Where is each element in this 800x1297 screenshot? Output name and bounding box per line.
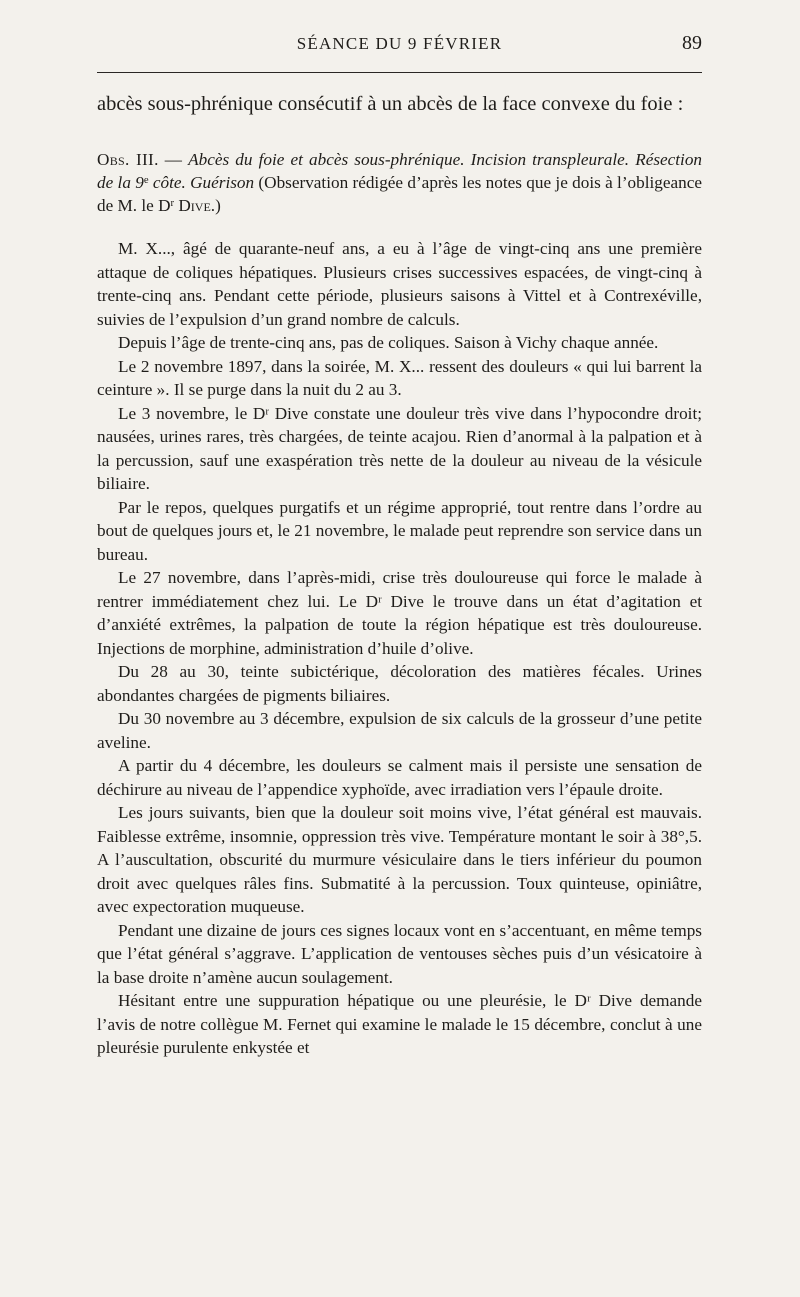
paragraph-6: Le 27 novembre, dans l’après-midi, crise très douloureuse qui force le malade à rentrer immédiatement chez lui. Le Dʳ Dive le trouve dans un état d’agitation et d’anxiété extrêmes, la palpation de toute la région hépatique est très douloureuse. Injections de morphine, administration d’huile d’olive. [97, 568, 702, 658]
observation-note-name: Dive [174, 196, 211, 215]
paragraph-10: Les jours suivants, bien que la douleur soit moins vive, l’état général est mauvais. Faiblesse extrême, insomnie, oppression très vive. Température montant le soir à 38°,5. A l’auscultation, obscurité du murmure vésiculaire dans le tiers inférieur du poumon droit avec quelques râles fins. Submatité à la percussion. Toux quinteuse, opiniâtre, avec expectoration muqueuse. [97, 803, 702, 916]
running-title: SÉANCE DU 9 FÉVRIER [296, 34, 503, 53]
paragraph-8: Du 30 novembre au 3 décembre, expulsion de six calculs de la grosseur d’une petite aveline. [97, 709, 702, 752]
header-rule [97, 72, 702, 73]
observation-label: Obs. III. [97, 150, 159, 169]
paragraph-11: Pendant une dizaine de jours ces signes locaux vont en s’accentuant, en même temps que l’état général s’aggrave. L’application de ventouses sèches puis d’un vésicatoire à la base droite n’amène aucun soulagement. [97, 920, 702, 987]
paragraph-2: Depuis l’âge de trente-cinq ans, pas de coliques. Saison à Vichy chaque année. [118, 333, 659, 352]
observation-title-part-2: côte. Guérison [148, 173, 255, 192]
body-text [97, 92, 702, 1060]
observation-note: (Observation rédigée d’après les notes que je dois à l’obligeance de M. le D [97, 173, 702, 215]
observation-title-part-1: Abcès du foie et abcès sous-phrénique. Incision transpleurale. Résection de la 9 [97, 150, 703, 192]
paragraph-5: Par le repos, quelques purgatifs et un régime approprié, tout rentre dans l’ordre au bout de quelques jours et, le 21 novembre, le malade peut reprendre son service dans un bureau. [97, 497, 702, 564]
page-header [97, 34, 702, 64]
observation-note-end: .) [210, 196, 221, 215]
paragraph-1: M. X..., âgé de quarante-neuf ans, a eu à l’âge de vingt-cinq ans une première attaque de coliques hépatiques. Plusieurs crises successives espacées, de vingt-cinq à trente-cinq ans. Pendant cette période, plusieurs saisons à Vittel et à Contrexéville, suivies de l’expulsion d’un grand nombre de calculs. [97, 239, 702, 329]
paragraph-4: Le 3 novembre, le Dʳ Dive constate une douleur très vive dans l’hypocondre droit; nausées, urines rares, très chargées, de teinte acajou. Rien d’anormal à la palpation et à la percussion, sauf une exaspération très nette de la douleur au niveau de la vésicule biliaire. [97, 403, 702, 493]
paragraph-9: A partir du 4 décembre, les douleurs se calment mais il persiste une sensation de déchirure au niveau de l’appendice xyphoïde, avec irradiation vers l’épaule droite. [97, 756, 702, 799]
observation-dash: — [158, 150, 189, 169]
paragraph-7: Du 28 au 30, teinte subictérique, décoloration des matières fécales. Urines abondantes chargées de pigments biliaires. [97, 662, 702, 705]
intro-paragraph: abcès sous-phrénique consécutif à un abcès de la face convexe du foie : [97, 93, 684, 115]
observation-title-superscript: e [143, 175, 149, 187]
paragraph-3: Le 2 novembre 1897, dans la soirée, M. X... ressent des douleurs « qui lui barrent la ceinture ». Il se purge dans la nuit du 2 au 3. [97, 356, 702, 399]
page-number: 89 [682, 32, 702, 54]
observation-note-superscript: r [170, 198, 175, 210]
observation-heading [97, 148, 702, 217]
paragraph-12: Hésitant entre une suppuration hépatique ou une pleurésie, le Dʳ Dive demande l’avis de notre collègue M. Fernet qui examine le malade le 15 décembre, conclut à une pleurésie purulente enkystée et [97, 991, 702, 1057]
